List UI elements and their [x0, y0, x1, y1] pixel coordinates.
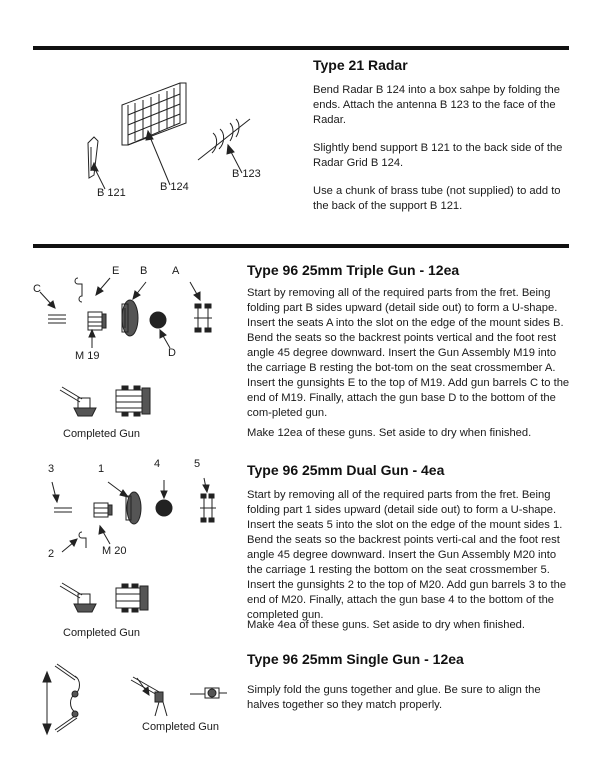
- single-gun-diagram: [35, 660, 235, 740]
- gun-assembly-icon: [88, 312, 106, 330]
- dual-gun-parts-diagram: [30, 470, 230, 625]
- section-divider-radar: [33, 46, 569, 50]
- triple-gun-paragraph-2: Make 12ea of these guns. Set aside to dry when finished.: [247, 427, 532, 439]
- radar-title: Type 21 Radar: [313, 57, 408, 73]
- label-e: E: [112, 265, 120, 277]
- label-b124: B 124: [160, 181, 189, 193]
- label-c: C: [33, 283, 41, 295]
- single-completed-label: Completed Gun: [142, 721, 220, 733]
- single-gun-part-icon: [55, 664, 80, 732]
- label-a: A: [172, 265, 180, 277]
- label-m20: M 20: [102, 545, 127, 557]
- dual-gun-title: Type 96 25mm Dual Gun - 4ea: [247, 462, 445, 478]
- radar-paragraph-2: Slightly bend support B 121 to the back side of the Radar Grid B 124.: [313, 142, 563, 169]
- triple-gun-paragraph-1: Start by removing all of the required parts from the fret. Being folding part B sides upward (detail side out) to form a U-shape. Insert the seats A into the slot on the edge of the mount sides B. Bend the seats so the backrest points vertical and the foot rest angle 45 degree downward. Insert the Gun Assembly M19 into the carriage B resting the bot-tom on the seat crossmember A. Insert the gunsights E to the top of M19. Add gun barrels C to the end of M19. Finally, attach the gun base D to the bottom of the com-pleted gun.: [247, 287, 570, 419]
- triple-gun-parts-diagram: [30, 270, 230, 430]
- completed-gun-icon: [60, 386, 150, 416]
- barrel-icon: [48, 315, 66, 323]
- label-2: 2: [48, 548, 55, 560]
- radar-grid-icon: [122, 83, 186, 145]
- label-b: B: [140, 265, 148, 277]
- gunsight-icon: [75, 278, 82, 302]
- gun-assembly-icon: [94, 503, 112, 517]
- radar-paragraph-3: Use a chunk of brass tube (not supplied) to add to the back of the support B 121.: [313, 185, 561, 212]
- seat-icon: [200, 494, 216, 522]
- carriage-icon: [122, 300, 138, 336]
- label-b121: B 121: [97, 187, 126, 199]
- dual-completed-label: Completed Gun: [63, 627, 141, 639]
- gun-base-icon: [150, 312, 166, 328]
- dual-gun-paragraph-2: Make 4ea of these guns. Set aside to dry when finished.: [247, 619, 525, 631]
- section-divider-guns: [33, 244, 569, 248]
- seat-icon: [194, 304, 212, 332]
- single-gun-paragraph-1: Simply fold the guns together and glue. Be sure to align the halves together so they match properly.: [247, 684, 541, 711]
- completed-gun-icon: [190, 688, 227, 698]
- label-1: 1: [98, 463, 105, 475]
- barrel-icon: [54, 508, 72, 512]
- antenna-icon: [198, 119, 250, 160]
- label-d: D: [168, 347, 176, 359]
- label-5: 5: [194, 458, 201, 470]
- single-gun-title: Type 96 25mm Single Gun - 12ea: [247, 651, 464, 667]
- gunsight-icon: [79, 532, 86, 548]
- label-3: 3: [48, 463, 55, 475]
- completed-gun-icon: [131, 677, 167, 716]
- triple-gun-title: Type 96 25mm Triple Gun - 12ea: [247, 262, 460, 278]
- completed-gun-icon: [60, 583, 148, 612]
- dual-gun-paragraph-1: Start by removing all of the required parts from the fret. Being folding part 1 sides upward (detail side out) to form a U-shape. Insert the seats 5 into the slot on the edge of the mount sides 1. Bend the seats so the backrest points verti-cal and the foot rest angle 45 degree downward. Insert the Gun Assembly M20 into the carriage 1 resting the bottom on the seat crossmember 5. Insert the gunsights 2 to the top of M20. Add gun barrels 3 to the end of M20. Finally, attach the gun base 4 to the bottom of the completed gun.: [247, 489, 567, 621]
- label-b123: B 123: [232, 168, 261, 180]
- label-m19: M 19: [75, 350, 100, 362]
- radar-paragraph-1: Bend Radar B 124 into a box sahpe by folding the ends. Attach the antenna B 123 to the face of the Radar.: [313, 84, 560, 126]
- gun-base-icon: [156, 500, 172, 516]
- double-arrow-icon: [43, 672, 51, 734]
- triple-completed-label: Completed Gun: [63, 428, 141, 440]
- label-4: 4: [154, 458, 161, 470]
